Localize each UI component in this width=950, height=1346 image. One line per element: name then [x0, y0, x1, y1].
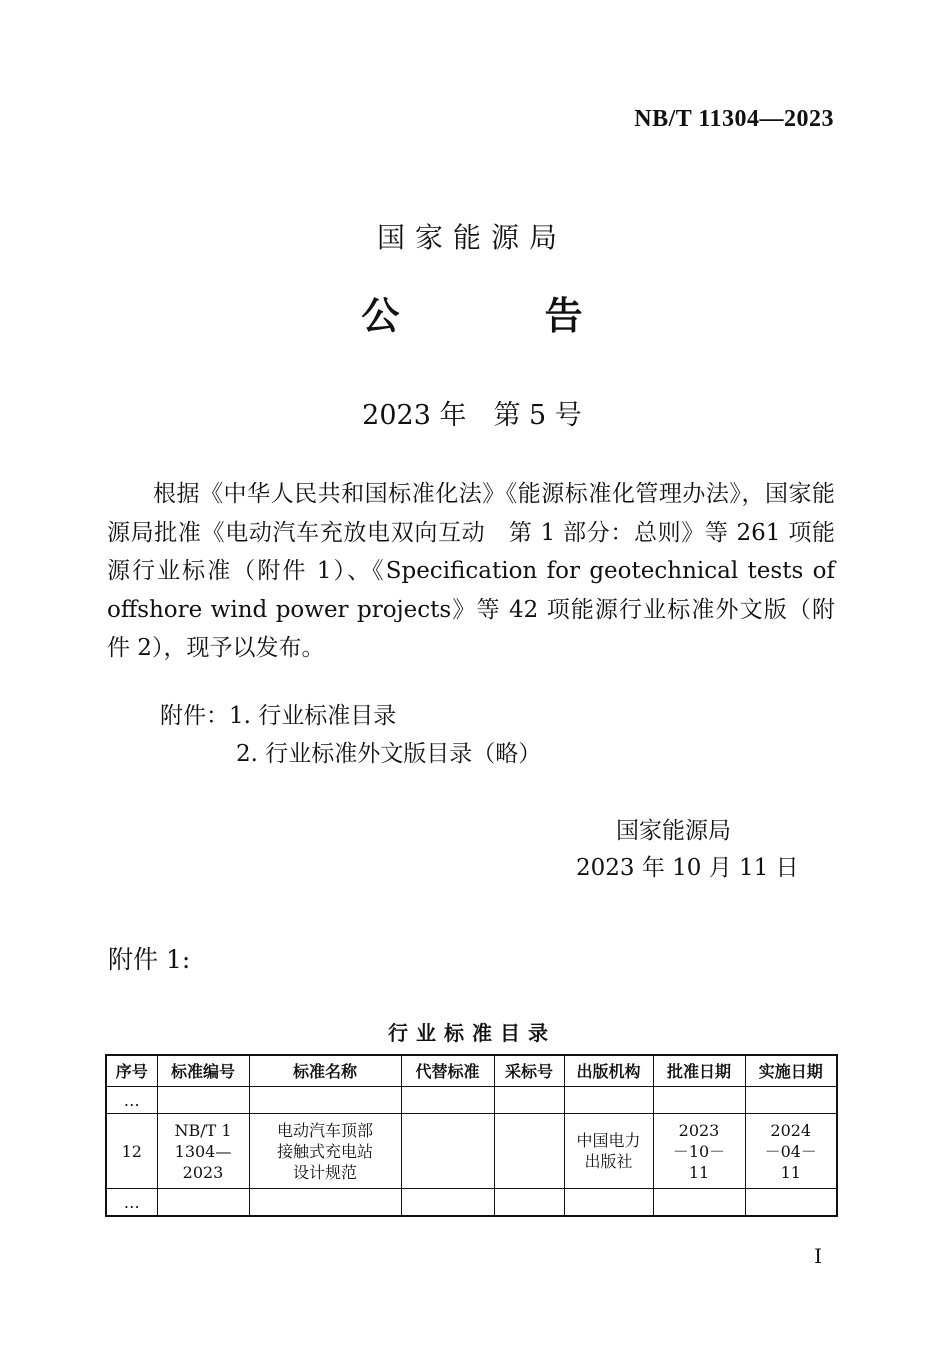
- attachment-item: 2. 行业标准外文版目录（略）: [236, 741, 542, 767]
- col-header: 序号: [106, 1055, 157, 1087]
- cell-effective: [745, 1087, 837, 1114]
- standards-table: [105, 1054, 838, 1217]
- issuer-heading: 国家能源局: [376, 221, 567, 254]
- cell-code: [157, 1087, 249, 1114]
- cell-approved: [653, 1114, 745, 1189]
- cell-adopted: [494, 1114, 564, 1189]
- cell-name: [249, 1114, 401, 1189]
- cell-seq: …: [106, 1087, 157, 1114]
- table-title: 行业标准目录: [388, 1021, 556, 1045]
- col-header: 采标号: [494, 1055, 564, 1087]
- table-row: [106, 1189, 837, 1217]
- cell-publisher: [564, 1087, 653, 1114]
- col-header: 标准名称: [249, 1055, 401, 1087]
- body-paragraph: 根据《中华人民共和国标准化法》《能源标准化管理办法》，国家能源局批准《电动汽车充放电双向互动 第 1 部分：总则》等 261 项能源行业标准（附件 1）、《Specification for geotechnical tests of offshore wind power projects》等 42 项能源行业标准外文版（附件 2），现予以发布。: [107, 481, 835, 661]
- col-header: 标准编号: [157, 1055, 249, 1087]
- cell-effective: [745, 1114, 837, 1189]
- announcement-body: [107, 475, 835, 668]
- cell-name: [249, 1189, 401, 1217]
- cell-effective: [745, 1189, 837, 1217]
- cell-name-text: 电动汽车顶部接触式充电站设计规范: [276, 1120, 373, 1182]
- issue-number: 2023 年 第 5 号: [362, 400, 582, 431]
- col-header: 实施日期: [745, 1055, 837, 1087]
- col-header: 出版机构: [564, 1055, 653, 1087]
- cell-seq: …: [106, 1189, 157, 1217]
- attachments-label: 附件：: [160, 703, 229, 729]
- cell-effective-text: 2024－04－11: [764, 1120, 817, 1182]
- cell-approved-text: 2023－10－11: [672, 1120, 726, 1182]
- signature-date: 2023 年 10 月 11 日: [576, 855, 799, 881]
- signature-org: 国家能源局: [616, 818, 731, 844]
- cell-name: [249, 1087, 401, 1114]
- col-header: 代替标准: [401, 1055, 494, 1087]
- attachment1-label: 附件 1:: [108, 945, 191, 974]
- page-number: I: [814, 1244, 822, 1268]
- announcement-title: 公 告: [361, 293, 649, 338]
- cell-code-text: NB/T 11304—2023: [174, 1120, 232, 1182]
- col-header: 批准日期: [653, 1055, 745, 1087]
- attachment-item: 1. 行业标准目录: [229, 703, 397, 729]
- cell-replaces: [401, 1087, 494, 1114]
- cell-publisher: [564, 1114, 653, 1189]
- cell-code: [157, 1114, 249, 1189]
- cell-publisher-text: 中国电力出版社: [576, 1131, 641, 1171]
- cell-replaces: [401, 1114, 494, 1189]
- cell-code: [157, 1189, 249, 1217]
- cell-replaces: [401, 1189, 494, 1217]
- table-row: [106, 1114, 837, 1189]
- cell-approved: [653, 1189, 745, 1217]
- table-row: [106, 1087, 837, 1114]
- cell-approved: [653, 1087, 745, 1114]
- attachment-list: [160, 697, 541, 773]
- table-header-row: [106, 1055, 837, 1087]
- cell-seq: 12: [106, 1114, 157, 1189]
- cell-adopted: [494, 1087, 564, 1114]
- cell-publisher: [564, 1189, 653, 1217]
- standard-code: NB/T 11304—2023: [634, 106, 834, 132]
- cell-adopted: [494, 1189, 564, 1217]
